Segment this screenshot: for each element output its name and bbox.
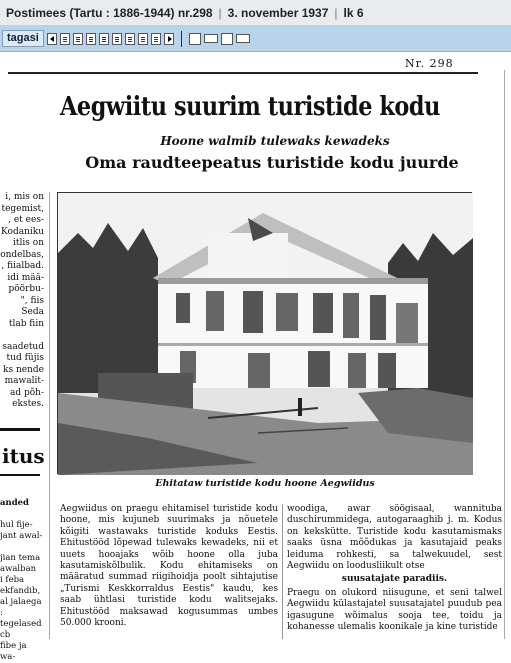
page-2-icon[interactable] [73,33,83,45]
text-fragment: Kodaniku [1,226,44,237]
left-column-fragments [0,498,44,663]
article-body-column: Aegwiidus on praegu ehitamisel turistide kodu hoone, mis kujuneb suurimaks ja nõuetele kõigiti wastawaks turistide koduks Eestis. Ehitustööd lõpewad tulewaks kewadeks, nii et uuets hooajaks wõib hoone olla juba kasutamiskõlbulik. Kodu ehitamiseks on määratud summad riigihoidja poolt sihtajutise „Turismi Keskkorraldus Eestis" kaudu, kes saab ühtlasi turistide kodu walitsejaks. Ehitustööd maksawad kogusummas umbes 50.000 krooni. [60,504,278,629]
single-page-view-icon[interactable] [189,33,201,45]
article-paragraph: woodiga, awar söögisaal, wannituba duschirummidega, autogaraaghib j. m. Kodus on kekskütte. Turistide kodu kasutamismaks saaks üsna mõõdukas ja kasutajaid peaks leiduma rohkesti, sa talwekuudel, sest Aegwiidu on loodusliikult otse [287,504,502,572]
photo-caption: Ehitataw turistide kodu hoone Aegwiidus [155,478,375,489]
text-fragment: anded [0,498,29,508]
title-separator: | [218,6,222,20]
page-8-icon[interactable] [151,33,161,45]
article-paragraph: Praegu on olukord niisugune, et seni talwel Aegwiidu külastajatel suusatajatel puudub pea igasugune wõimalus sooja tee, toidu ja kohanesse ulemalis koonikale ja kine turistide [287,587,502,633]
article-body-column [287,504,502,633]
article-subheading: Hoone walmib tulewaks kewadeks [160,134,390,148]
article-section-title: suusatajate paradiis. [341,574,448,585]
page-4-icon[interactable] [99,33,109,45]
text-fragment: , fiialbad. [1,261,44,271]
text-fragment: saadetud [2,341,44,352]
back-button[interactable]: tagasi [2,30,44,47]
text-fragment: ks nende [3,364,44,375]
page-3-icon[interactable] [86,33,96,45]
column-border [49,192,50,639]
page-label: lk 6 [343,6,364,20]
article-subheading: Oma raudteepeatus turistide kodu juurde [85,153,459,172]
previous-page-icon[interactable] [47,33,57,45]
text-fragment: : tegelased [0,608,42,629]
text-fragment: hul fije- [0,520,33,530]
text-fragment: ekfandib, [0,586,41,596]
section-rule [0,474,40,476]
text-fragment: Seda [21,307,44,317]
viewer-toolbar [0,26,511,52]
issue-date: 3. november 1937 [227,6,329,20]
column-divider [282,504,283,639]
title-separator: | [334,6,338,20]
text-fragment: fibe ja wa- [0,641,27,662]
text-fragment: ", fiis [20,295,44,306]
text-fragment: idi mää- [7,272,44,283]
page-1-icon[interactable] [60,33,70,45]
building-photo-illustration [58,193,473,475]
text-fragment [0,509,44,520]
header-rule [8,72,478,74]
issue-number: Nr. 298 [405,57,454,70]
text-fragment: jian tema [0,553,41,563]
section-rule [0,428,40,431]
text-fragment: ad põh- [9,387,44,398]
article-photo [57,192,472,474]
column-border [504,70,505,639]
text-fragment: , et ees- [8,215,44,225]
text-fragment: cb [0,630,11,640]
text-fragment: itlis on [13,238,44,248]
full-view-icon[interactable] [236,34,250,43]
text-fragment: tlab fiin [8,318,44,329]
left-column-fragments [0,192,44,411]
zoom-view-icon[interactable] [221,33,233,45]
text-fragment: ekstes. [12,399,44,409]
text-fragment: i, mis on [5,192,44,202]
wide-view-icon[interactable] [204,34,218,43]
text-fragment: al jalaega [0,597,42,607]
text-fragment: tegemist, [1,203,44,214]
article-headline: Aegwiitu suurim turistide kodu [60,92,440,122]
text-fragment: ondelbas, [0,249,44,260]
next-page-icon[interactable] [164,33,174,45]
text-fragment: i feba [0,575,25,585]
left-column-heading: itus [2,444,45,468]
text-fragment [0,330,44,342]
page-5-icon[interactable] [112,33,122,45]
text-fragment: pöörbu- [8,284,44,294]
toolbar-divider [181,31,182,47]
text-fragment [0,542,44,553]
newspaper-page [0,52,511,662]
text-fragment: tud füjis [6,353,44,363]
page-7-icon[interactable] [138,33,148,45]
text-fragment: awalban [0,564,37,574]
text-fragment: mawalit- [4,376,44,386]
text-fragment: jant awal- [0,531,43,541]
page-6-icon[interactable] [125,33,135,45]
title-bar [0,0,511,26]
publication-title: Postimees (Tartu : 1886-1944) nr.298 [6,6,213,20]
